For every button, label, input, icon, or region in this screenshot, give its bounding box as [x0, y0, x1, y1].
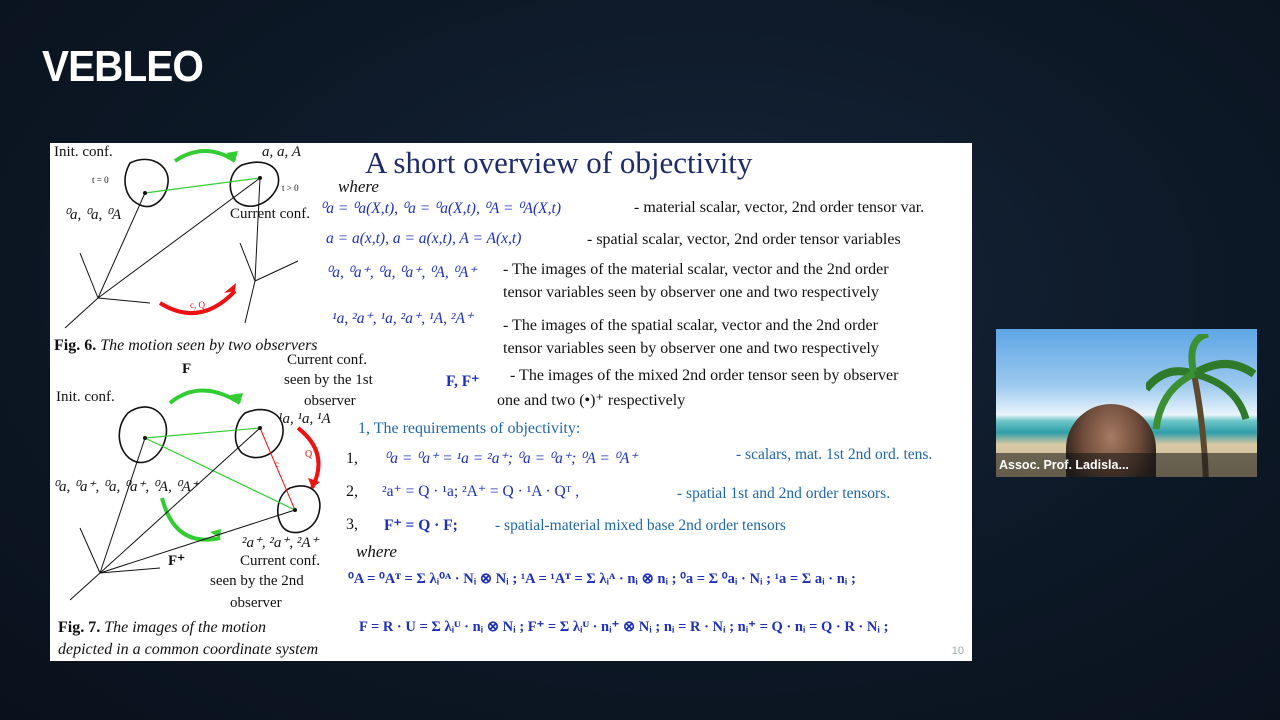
req3-math: F⁺ = Q · F;	[384, 517, 458, 534]
row-spatial-math: a = a(x,t), a = a(x,t), A = A(x,t)	[326, 230, 522, 247]
req3-text: - spatial-material mixed base 2nd order tensors	[495, 517, 786, 534]
fig7-c-label: c	[275, 459, 279, 469]
req3-number: 3,	[346, 516, 358, 533]
row-spatial-images-text2: tensor variables seen by observer one and two respectively	[503, 340, 879, 357]
fig7-current2-label: Current conf.	[240, 553, 320, 569]
req1-number: 1,	[346, 450, 358, 467]
fig6-t0-label: t = 0	[92, 175, 109, 185]
presentation-slide	[50, 143, 972, 661]
fig6-cq-label: c, Q	[190, 300, 205, 310]
where-label-2: where	[356, 542, 397, 561]
fig7-caption-line2: depicted in a common coordinate system	[58, 641, 319, 658]
equation-line-2: F = R · U = Σ λᵢᵁ · nᵢ ⊗ Nᵢ ; F⁺ = Σ λᵢᵁ · nᵢ⁺ ⊗ Nᵢ ; nᵢ = R · Nᵢ ; nᵢ⁺ = Q · nᵢ = Q · R · Nᵢ ;	[359, 619, 889, 635]
fig7-seen1-label: seen by the 1st	[284, 372, 373, 388]
fig7-F-label: F	[182, 361, 192, 377]
req2-number: 2,	[346, 483, 358, 500]
fig7-Q-label: Q	[305, 449, 313, 460]
fig7-seen2-label: seen by the 2nd	[210, 573, 304, 589]
fig6-tgt0-label: t > 0	[282, 183, 299, 193]
vebleo-logo: VEBLEO	[42, 42, 203, 91]
fig7-init-conf-label: Init. conf.	[56, 389, 115, 405]
speaker-name-label: Assoc. Prof. Ladisla...	[996, 453, 1257, 477]
where-label-1: where	[338, 177, 379, 196]
row-material-math: ⁰a = ⁰a(X,t), ⁰a = ⁰a(X,t), ⁰A = ⁰A(X,t)	[320, 200, 561, 217]
row-spatial-images-math: ¹a, ²a⁺, ¹a, ²a⁺, ¹A, ²A⁺	[332, 310, 474, 327]
fig7-observer1-vars: ¹a, ¹a, ¹A	[278, 411, 331, 427]
row-mixed-text1: - The images of the mixed 2nd order tensor seen by observer	[510, 367, 899, 384]
row-mixed-text2: one and two (•)⁺ respectively	[497, 392, 686, 409]
row-spatial-images-text1: - The images of the spatial scalar, vector and the 2nd order	[503, 317, 878, 334]
row-material-images-text1: - The images of the material scalar, vector and the 2nd order	[503, 261, 889, 278]
fig6-material-vars: ⁰a, ⁰a, ⁰A	[64, 207, 122, 223]
equation-line-1: ⁰A = ⁰Aᵀ = Σ λᵢ⁰ᴬ · Nᵢ ⊗ Nᵢ ; ¹A = ¹Aᵀ = Σ λᵢᴬ · nᵢ ⊗ nᵢ ; ⁰a = Σ ⁰aᵢ · Nᵢ ; ¹a = Σ aᵢ · nᵢ ;	[348, 571, 856, 587]
row-material-images-math: ⁰a, ⁰a⁺, ⁰a, ⁰a⁺, ⁰A, ⁰A⁺	[326, 264, 477, 281]
fig6-init-conf-label: Init. conf.	[54, 144, 113, 160]
fig7-caption-line1: Fig. 7. The images of the motion	[58, 619, 266, 636]
fig6-current-conf-label: Current conf.	[230, 206, 310, 222]
webcam-video[interactable]	[996, 329, 1257, 477]
row-mixed-math: F, F⁺	[446, 373, 480, 390]
fig7-observer2-vars: ²a⁺, ²a⁺, ²A⁺	[242, 535, 319, 551]
req1-text: - scalars, mat. 1st 2nd ord. tens.	[736, 446, 933, 463]
requirements-heading: 1, The requirements of objectivity:	[358, 420, 581, 437]
page-number: 10	[951, 645, 964, 657]
req1-math: ⁰a = ⁰a⁺ = ¹a = ²a⁺; ⁰a = ⁰a⁺; ⁰A = ⁰A⁺	[384, 450, 638, 467]
fig7-observer1-label: observer	[304, 393, 356, 409]
row-material-text: - material scalar, vector, 2nd order tensor var.	[634, 199, 925, 216]
fig6-spatial-vars: a, a, A	[262, 144, 301, 160]
fig6-caption: Fig. 6. The motion seen by two observers	[54, 337, 318, 354]
fig7-Fplus-label: F⁺	[168, 553, 186, 569]
slide-title: A short overview of objectivity	[365, 145, 753, 180]
req2-text: - spatial 1st and 2nd order tensors.	[677, 485, 891, 502]
row-spatial-text: - spatial scalar, vector, 2nd order tensor variables	[587, 231, 901, 248]
fig7-current1-label: Current conf.	[287, 352, 367, 368]
fig7-observer2-label: observer	[230, 595, 282, 611]
fig7-material-vars: ⁰a, ⁰a⁺, ⁰a, ⁰a⁺, ⁰A, ⁰A⁺	[53, 479, 199, 495]
req2-math: ²a⁺ = Q · ¹a; ²A⁺ = Q · ¹A · Qᵀ ,	[382, 483, 580, 500]
row-material-images-text2: tensor variables seen by observer one and two respectively	[503, 284, 879, 301]
